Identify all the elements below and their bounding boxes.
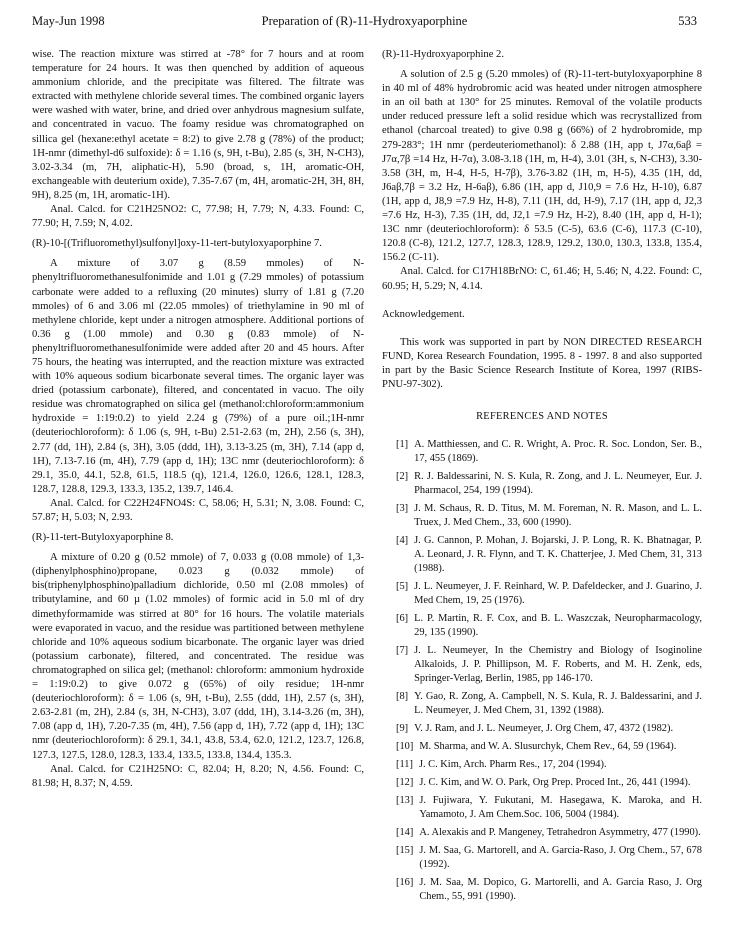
reference-number: [3] — [396, 503, 409, 515]
reference-item — [382, 844, 702, 872]
reference-text: J. C. Kim, and W. O. Park, Org Prep. Proced Int., 26, 441 (1994). — [419, 777, 691, 789]
reference-number: [1] — [396, 439, 409, 451]
reference-item — [382, 470, 702, 498]
journal-issue: May-Jun 1998 — [32, 14, 105, 28]
reference-item — [382, 438, 702, 466]
paragraph: A mixture of 3.07 g (8.59 mmoles) of N-phenyltrifluoromethanesulfonimide and 1.01 g (7.29 mmoles) of potassium carbonate were added to a refluxing (20 minutes) slurry of 1.81 g (7.20 mmoles) of 6 and 3.06 ml (22.05 mmoles) of triethylamine in 90 ml of methylene chloride, kept under a nitrogen atmosphere. Additional portions of 0.36 g (1.00 mmole) and 0.30 g (0.83 mmole) of N-phenyltrifluoromethanesulfonimide were added after 20 and 45 hours. After 75 hours, the heating was interrupted, and the reaction mixture was extracted with 10% aqueous sodium bicarbonate several times. The organic layer was dried (potassium carbonate), filtered, and concentated in vacuo. The oily residue was chromatographed on silica gel (methanol:chloroform:ammonium hydroxide = 1:19:0.2) to yield 2.24 g (79%) of a pure oil.;1H-nmr (deuteriochloroform): δ 1.06 (s, 9H, t-Bu) 2.51-2.63 (m, 2H), 2.56 (s, 3H), 2.77 (dd, 1H), 2.84 (s, 3H), 3.05 (ddd, 1H), 3.13-3.25 (m, 3H), 7.14 (app d, 1H), 7.13-7.16 (m, 4H), 7.79 (app d, 1H); 13C nmr (deuteriochloroform): δ 29.1, 35.0, 44.1, 52.8, 61.5, 118.5 (q), 121.4, 126.0, 126.6, 128.1, 128.3, 128.7, 128.8, 129.3, 133.3, 135.2, 139.7, 146.4. — [32, 258, 364, 495]
reference-number: [12] — [396, 777, 414, 789]
reference-text: M. Sharma, and W. A. Slusurchyk, Chem Rev., 64, 59 (1964). — [419, 741, 677, 753]
reference-number: [10] — [396, 741, 414, 753]
reference-number: [7] — [396, 645, 409, 657]
acknowledgement-text: This work was supported in part by NON DIRECTED RESEARCH FUND, Korea Research Foundation, 1995. 8 - 1997. 8 and also supported in part by the Basic Science Research Institute of Korea, 1997 (RIBS-PNU-97-302). — [382, 336, 702, 390]
reference-number: [4] — [396, 535, 409, 547]
reference-item — [382, 758, 702, 772]
reference-number: [16] — [396, 877, 414, 889]
reference-item — [382, 580, 702, 608]
acknowledgement-heading: Acknowledgement. — [382, 308, 465, 320]
reference-text: Y. Gao, R. Zong, A. Campbell, N. S. Kula, R. J. Baldessarini, and J. L. Neumeyer, J. Med Chem, 31, 1392 (1988). — [414, 691, 702, 717]
running-title: Preparation of (R)-11-Hydroxyaporphine — [261, 14, 468, 28]
reference-number: [13] — [396, 795, 414, 807]
reference-number: [8] — [396, 691, 409, 703]
reference-number: [11] — [396, 759, 413, 771]
reference-text: J. M. Saa, G. Martorell, and A. Garcia-Raso, J. Org Chem., 57, 678 (1992). — [419, 845, 702, 871]
analysis-result: Anal. Calcd. for C17H18BrNO: C, 61.46; H, 5.46; N, 4.22. Found: C, 60.95; H, 5.29; N, 4.14. — [382, 266, 702, 292]
reference-number: [9] — [396, 723, 409, 735]
left-column — [32, 48, 364, 791]
references-list — [382, 438, 702, 904]
reference-number: [15] — [396, 845, 414, 857]
page-header — [32, 14, 697, 34]
reference-text: A. Matthiessen, and C. R. Wright, A. Proc. R. Soc. London, Ser. B., 17, 455 (1869). — [414, 439, 702, 465]
section-heading: (R)-10-[(Trifluoromethyl)sulfonyl]oxy-11-tert-butyloxyaporphine 7. — [32, 238, 322, 250]
reference-text: J. L. Neumeyer, In the Chemistry and Biology of Isoginoline Alkaloids, J. P. Phillipson, M. F. Roberts, and M. H. Zenk, eds, Springer-Verlag, Berlin, 1985, pp 146-170. — [414, 645, 702, 685]
reference-item — [382, 534, 702, 576]
reference-text: J. M. Saa, M. Dopico, G. Martorelli, and A. Garcia Raso, J. Org Chem., 55, 991 (1990). — [419, 877, 702, 903]
reference-text: J. M. Schaus, R. D. Titus, M. M. Foreman, N. R. Mason, and L. L. Truex, J. Med Chem., 33, 600 (1990). — [414, 503, 702, 529]
right-column — [382, 48, 702, 908]
reference-text: R. J. Baldessarini, N. S. Kula, R. Zong, and J. L. Neumeyer, Eur. J. Pharmacol, 254, 199 (1994). — [414, 471, 702, 497]
reference-item — [382, 722, 702, 736]
reference-text: J. L. Neumeyer, J. F. Reinhard, W. P. Dafeldecker, and J. Guarino, J. Med Chem, 19, 25 (1976). — [414, 581, 702, 607]
analysis-result: Anal. Calcd. for C22H24FNO4S: C, 58.06; H, 5.31; N, 3.08. Found: C, 57.87; H, 5.03; N, 2.93. — [32, 497, 364, 523]
reference-text: J. G. Cannon, P. Mohan, J. Bojarski, J. P. Long, R. K. Bhatnagar, P. A. Leonard, J. R. Flynn, and T. K. Chatterjee, J. Med Chem, 31, 313 (1988). — [414, 535, 702, 575]
analysis-result: Anal. Calcd. for C21H25NO: C, 82.04; H, 8.20; N, 4.56. Found: C, 81.98; H, 8.37; N, 4.59. — [32, 763, 364, 789]
section-heading: (R)-11-Hydroxyaporphine 2. — [382, 49, 504, 60]
reference-item — [382, 794, 702, 822]
reference-number: [6] — [396, 613, 409, 625]
paragraph: A mixture of 0.20 g (0.52 mmole) of 7, 0.033 g (0.08 mmole) of 1,3-(diphenylphosphino)propane, 0.023 g (0.032 mmole) of bis(triphenylphosphino)palladium dichloride, 0.50 ml (2.08 mmoles) of tributylamine, and 60 µ (1.02 mmoles) of formic acid in 5.0 ml of dry dimethyformamide was stirred at 80° for 16 hours. The volatile materials were evaporated in vacuo, and the residue was partitioned between methylene chloride and 10% aqueous sodium bicarbonate. The organic layer was dried (potassium carbonate), filtered, and concentrated. The residue was chromatographed on silica gel; (methanol: chloroform: ammonium hydroxide = 1:19:0.2) to give 0.072 g (65%) of oily residue; 1H-nmr (deuteriochloroform): δ = 1.06 (s, 9H, t-Bu), 2.55 (ddd, 1H), 2.57 (s, 3H), 2.63-2.81 (m, 2H), 2.84 (s, 3H, N-CH3), 3.07 (ddd, 1H), 3.14-3.26 (m, 3H), 7.08 (app d, 1H), 7.20-7.35 (m, 4H), 7.56 (app d, 1H), 7.72 (app d, 1H); 13C nmr (deuteriochloroform): δ 29.1, 34.1, 43.8, 53.4, 62.0, 121.2, 123.7, 126.8, 127.3, 127.5, 128.0, 128.3, 133.4, 133.5, 133.8, 134.4, 135.3. — [32, 552, 364, 761]
reference-number: [5] — [396, 581, 409, 593]
reference-item — [382, 740, 702, 754]
reference-number: [2] — [396, 471, 409, 483]
reference-text: J. C. Kim, Arch. Pharm Res., 17, 204 (1994). — [418, 759, 607, 771]
analysis-result: Anal. Calcd. for C21H25NO2: C, 77.98; H, 7.79; N, 4.33. Found: C, 77.90; H, 7.59; N, 4.02. — [32, 204, 364, 230]
reference-text: A. Alexakis and P. Mangeney, Tetrahedron Asymmetry, 477 (1990). — [419, 827, 701, 839]
reference-item — [382, 644, 702, 686]
page-number: 533 — [678, 14, 697, 28]
reference-text: V. J. Ram, and J. L. Neumeyer, J. Org Chem, 47, 4372 (1982). — [414, 723, 674, 735]
reference-item — [382, 690, 702, 718]
section-heading: (R)-11-tert-Butyloxyaporphine 8. — [32, 532, 174, 544]
reference-item — [382, 876, 702, 904]
reference-item — [382, 612, 702, 640]
reference-item — [382, 502, 702, 530]
reference-item — [382, 776, 702, 790]
reference-text: J. Fujiwara, Y. Fukutani, M. Hasegawa, K. Maroka, and H. Yamamoto, J. Am Chem.Soc. 106, 5004 (1984). — [419, 795, 702, 821]
reference-text: L. P. Martin, R. F. Cox, and B. L. Waszczak, Neuropharmacology, 29, 135 (1990). — [414, 613, 702, 639]
reference-number: [14] — [396, 827, 414, 839]
paragraph: wise. The reaction mixture was stirred at -78° for 7 hours and at room temperature for 24 hours. It was then quenched by addition of aqueous ammonium chloride, and the precipitate was filtered. The filtrate was extracted with methylene chloride several times. The combined organic layers were washed with water, brine, and dried over anhydrous magnesium sulfate, and concentrated in vacuo. The foamy residue was chromatographed on sillica gel (hexane:ethyl acetate = 8:2) to give 2.78 g (78%) of the product; 1H-nmr (dimethyl-d6 sulfoxide): δ = 1.16 (s, 9H, t-Bu), 2.85 (s, 3H, N-CH3), 3.02-3.34 (m, 7H, aliphatic-H), 5.90 (broad, s, 1H, aromatic-OH, exchangeable with deuterium oxide), 7.35-7.67 (m, 4H, aromatic-2H, 3H, 8H, 9H), 8.25 (m, 1H, aromatic-1H). — [32, 49, 364, 201]
paragraph: A solution of 2.5 g (5.20 mmoles) of (R)-11-tert-butyloxyaporphine 8 in 40 ml of 48% hydrobromic acid was heated under nitrogen atmosphere in an oil bath at 130° for 25 minutes. Removal of the volatile products under reduced pressure left a solid residue which was recrystallized from ethanol (charcoal treated) to give 0.98 g (66%) of 2 hydrobromide, mp 279-283°; 1H nmr (perdeuteriomethanol): δ 2.88 (1H, app t, J7α,6aβ = J7α,7β =14 Hz, H-7α), 3.08-3.18 (1H, m, H-4), 3.01 (3H, s, N-CH3), 3.30-3.58 (3H, m, H-4, H-5, H-7β), 3.76-3.82 (1H, m, H-5), 4.35 (1H, dd, J6aβ,7β = 3.2 Hz, H-6aβ), 6.86 (1H, app d, J10,9 = 7.6 Hz, H-10), 6.87 (1H, app d, J8,9 =7.9 Hz, H-8), 7.11 (1H, dd, H-9), 7.17 (1H, app d, J2,3 =7.6 Hz, H-3), 7.35 (1H, dd, J2,1 =7.9 Hz, H-2), 8.40 (1H, app d, H-1); 13C nmr (deuteriochloroform): δ 53.5 (C-5), 63.6 (C-6), 117.3 (C-10), 120.8 (C-8), 121.2, 127.7, 128.3, 128.9, 129.2, 130.0, 130.3, 133.8, 135.4, 156.2 (C-11). — [382, 69, 702, 264]
reference-item — [382, 826, 702, 840]
references-title: REFERENCES AND NOTES — [476, 411, 608, 423]
